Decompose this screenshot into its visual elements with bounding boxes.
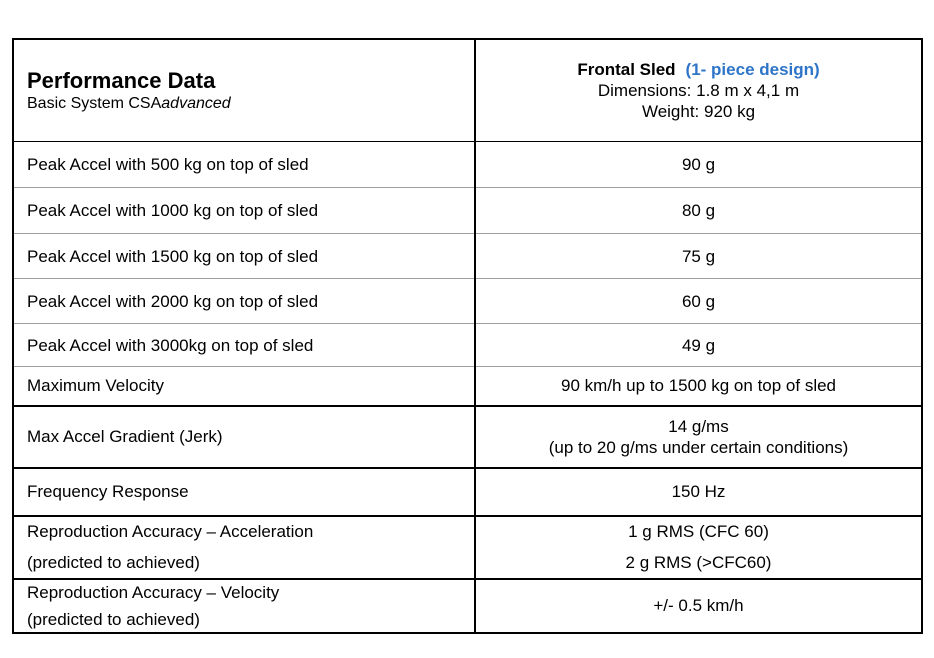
table-row xyxy=(13,324,922,367)
row-label: Peak Accel with 2000 kg on top of sled xyxy=(13,279,475,324)
sled-weight: Weight: 920 kg xyxy=(641,102,756,121)
row-label: Peak Accel with 3000kg on top of sled xyxy=(13,324,475,367)
row-label: Peak Accel with 1000 kg on top of sled xyxy=(13,188,475,234)
header-right-cell xyxy=(475,39,922,142)
header-row xyxy=(13,39,922,142)
table-row xyxy=(13,188,922,234)
table-row xyxy=(13,279,922,324)
row-value: +/- 0.5 km/h xyxy=(475,579,922,633)
performance-table xyxy=(12,38,923,634)
table-row xyxy=(13,142,922,188)
row-value xyxy=(475,516,922,579)
row-label-line1: Reproduction Accuracy – Velocity xyxy=(27,582,280,602)
row-value-line1: 14 g/ms xyxy=(668,416,729,436)
row-value: 90 km/h up to 1500 kg on top of sled xyxy=(475,367,922,406)
row-label-line2: (predicted to achieved) xyxy=(27,609,200,629)
table-row xyxy=(13,468,922,516)
table-row xyxy=(13,516,922,579)
header-left-cell xyxy=(13,39,475,142)
table-row xyxy=(13,234,922,279)
table-title: Performance Data xyxy=(27,67,216,93)
row-label xyxy=(13,579,475,633)
table-row xyxy=(13,367,922,406)
row-value xyxy=(475,406,922,468)
table-row xyxy=(13,406,922,468)
row-label: Peak Accel with 500 kg on top of sled xyxy=(13,142,475,188)
sled-dimensions: Dimensions: 1.8 m x 4,1 m xyxy=(597,81,800,100)
row-value-line2: 2 g RMS (>CFC60) xyxy=(625,553,772,572)
row-label: Peak Accel with 1500 kg on top of sled xyxy=(13,234,475,279)
table-row xyxy=(13,579,922,633)
row-value-line1: 1 g RMS (CFC 60) xyxy=(628,522,769,541)
row-value: 90 g xyxy=(475,142,922,188)
system-subtitle xyxy=(27,94,461,114)
row-label: Frequency Response xyxy=(13,468,475,516)
row-value: 60 g xyxy=(475,279,922,324)
row-value: 75 g xyxy=(475,234,922,279)
row-label xyxy=(13,516,475,579)
subtitle-prefix: Basic System CSA xyxy=(27,94,162,112)
subtitle-italic: advanced xyxy=(161,94,231,112)
row-value: 49 g xyxy=(475,324,922,367)
sled-design-note: (1- piece design) xyxy=(685,60,820,79)
row-label: Maximum Velocity xyxy=(13,367,475,406)
row-value-line2: (up to 20 g/ms under certain conditions) xyxy=(548,437,849,457)
row-value: 150 Hz xyxy=(475,468,922,516)
row-label: Max Accel Gradient (Jerk) xyxy=(13,406,475,468)
row-label-line2: (predicted to achieved) xyxy=(27,553,200,572)
sled-name: Frontal Sled xyxy=(577,60,676,79)
row-label-line1: Reproduction Accuracy – Acceleration xyxy=(27,522,314,541)
row-value: 80 g xyxy=(475,188,922,234)
